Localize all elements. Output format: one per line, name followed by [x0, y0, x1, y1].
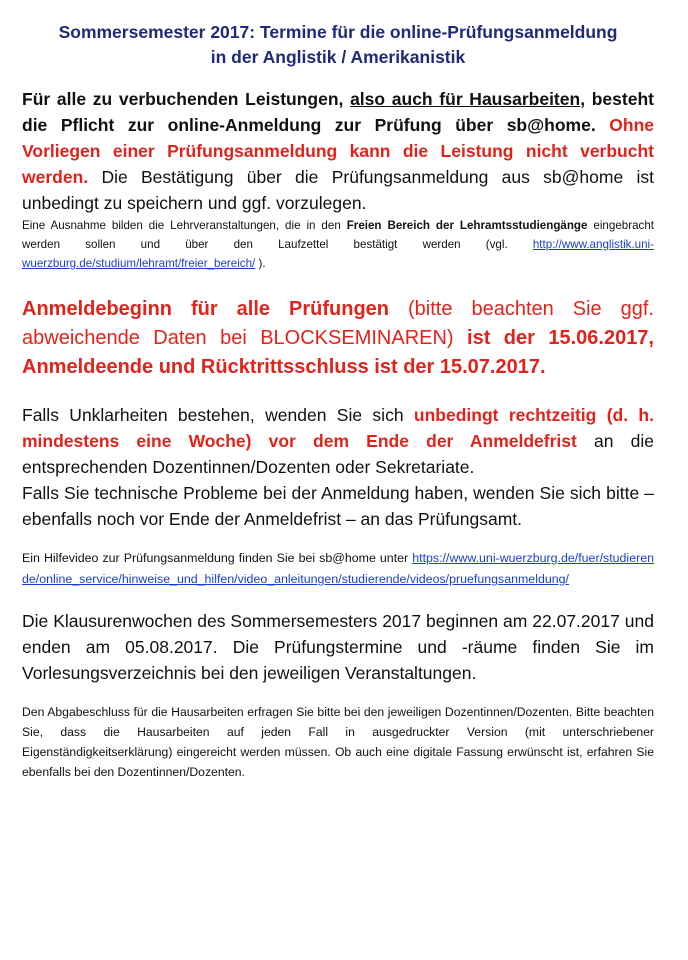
exception-paragraph: [22, 216, 654, 273]
questions-paragraph: [22, 402, 654, 480]
intro-bold-1: Für alle zu verbuchenden Leistungen,: [22, 89, 351, 109]
video-paragraph: [22, 548, 654, 590]
registration-bold-1: Anmeldebeginn für alle Prüfungen: [22, 298, 389, 320]
exams-paragraph: [22, 608, 654, 686]
exception-text-1: Eine Ausnahme bilden die Lehrveranstaltungen, die in den: [22, 219, 347, 232]
intro-paragraph: [22, 86, 654, 216]
intro-underlined: also auch für Hausarbeiten: [350, 89, 581, 109]
papers-paragraph: [22, 702, 654, 782]
intro-warning: Ohne Vorliegen einer Prüfungsanmeldung kann die Leistung nicht verbucht werden.: [22, 115, 654, 187]
exams-text: Die Klausurenwochen des Sommersemesters 2017 beginnen am 22.07.2017 und enden am 05.08.2017. Die Prüfungstermine und -räume finden Sie im Vorlesungsverzeichnis bei den jeweiligen Veranstaltungen.: [22, 611, 654, 683]
registration-dates: ist der 15.06.2017, Anmeldeende und Rücktrittsschluss ist der 15.07.2017.: [22, 327, 654, 378]
papers-text: Den Abgabeschluss für die Hausarbeiten erfragen Sie bitte bei den jeweiligen Dozentinnen/Dozenten. Bitte beachten Sie, dass die Hausarbeiten auf jeden Fall in ausgedruckter Version (mit unterschriebener Eigenständigkeitserklärung) eingereicht werden müssen. Ob auch eine digitale Fassung erwünscht ist, erfahren Sie ebenfalls bei den Dozentinnen/Dozenten.: [22, 705, 654, 779]
questions-text-1: Falls Unklarheiten bestehen, wenden Sie sich: [22, 405, 414, 425]
registration-paragraph: [22, 295, 654, 382]
questions-text-2: an die entsprechenden Dozentinnen/Dozenten oder Sekretariate.: [22, 431, 654, 477]
video-help-link[interactable]: https://www.uni-wuerzburg.de/fuer/studierende/online_service/hinweise_und_hilfen/video_anleitungen/studierende/videos/pruefungsanmeldung/: [22, 551, 654, 586]
exception-text-2: eingebracht werden sollen und über den Laufzettel bestätigt werden (vgl.: [22, 219, 654, 251]
title-line-1: Sommersemester 2017: Termine für die online-Prüfungsanmeldung: [58, 22, 618, 42]
exception-text-3: ).: [255, 257, 266, 270]
questions-deadline-warning: unbedingt rechtzeitig (d. h. mindestens eine Woche) vor dem Ende der Anmeldefrist: [22, 405, 654, 451]
technical-paragraph: [22, 480, 654, 532]
intro-confirmation-note: Die Bestätigung über die Prüfungsanmeldung aus sb@home ist unbedingt zu speichern und ggf. vorzulegen.: [22, 167, 654, 213]
technical-text: Falls Sie technische Probleme bei der Anmeldung haben, wenden Sie sich bitte – ebenfalls noch vor Ende der Anmeldefrist – an das Prüfungsamt.: [22, 483, 654, 529]
video-text: Ein Hilfevideo zur Prüfungsanmeldung finden Sie bei sb@home unter: [22, 551, 413, 565]
page-title: [22, 20, 654, 70]
intro-bold-2: , besteht die Pflicht zur online-Anmeldung zur Prüfung über sb@home.: [22, 89, 654, 135]
freier-bereich-link[interactable]: http://www.anglistik.uni-wuerzburg.de/studium/lehramt/freier_bereich/: [22, 238, 654, 270]
registration-note: (bitte beachten Sie ggf. abweichende Daten bei BLOCKSEMINAREN): [22, 298, 654, 349]
title-line-2: in der Anglistik / Amerikanistik: [210, 47, 466, 67]
exception-bold: Freien Bereich der Lehramtsstudiengänge: [346, 219, 588, 232]
